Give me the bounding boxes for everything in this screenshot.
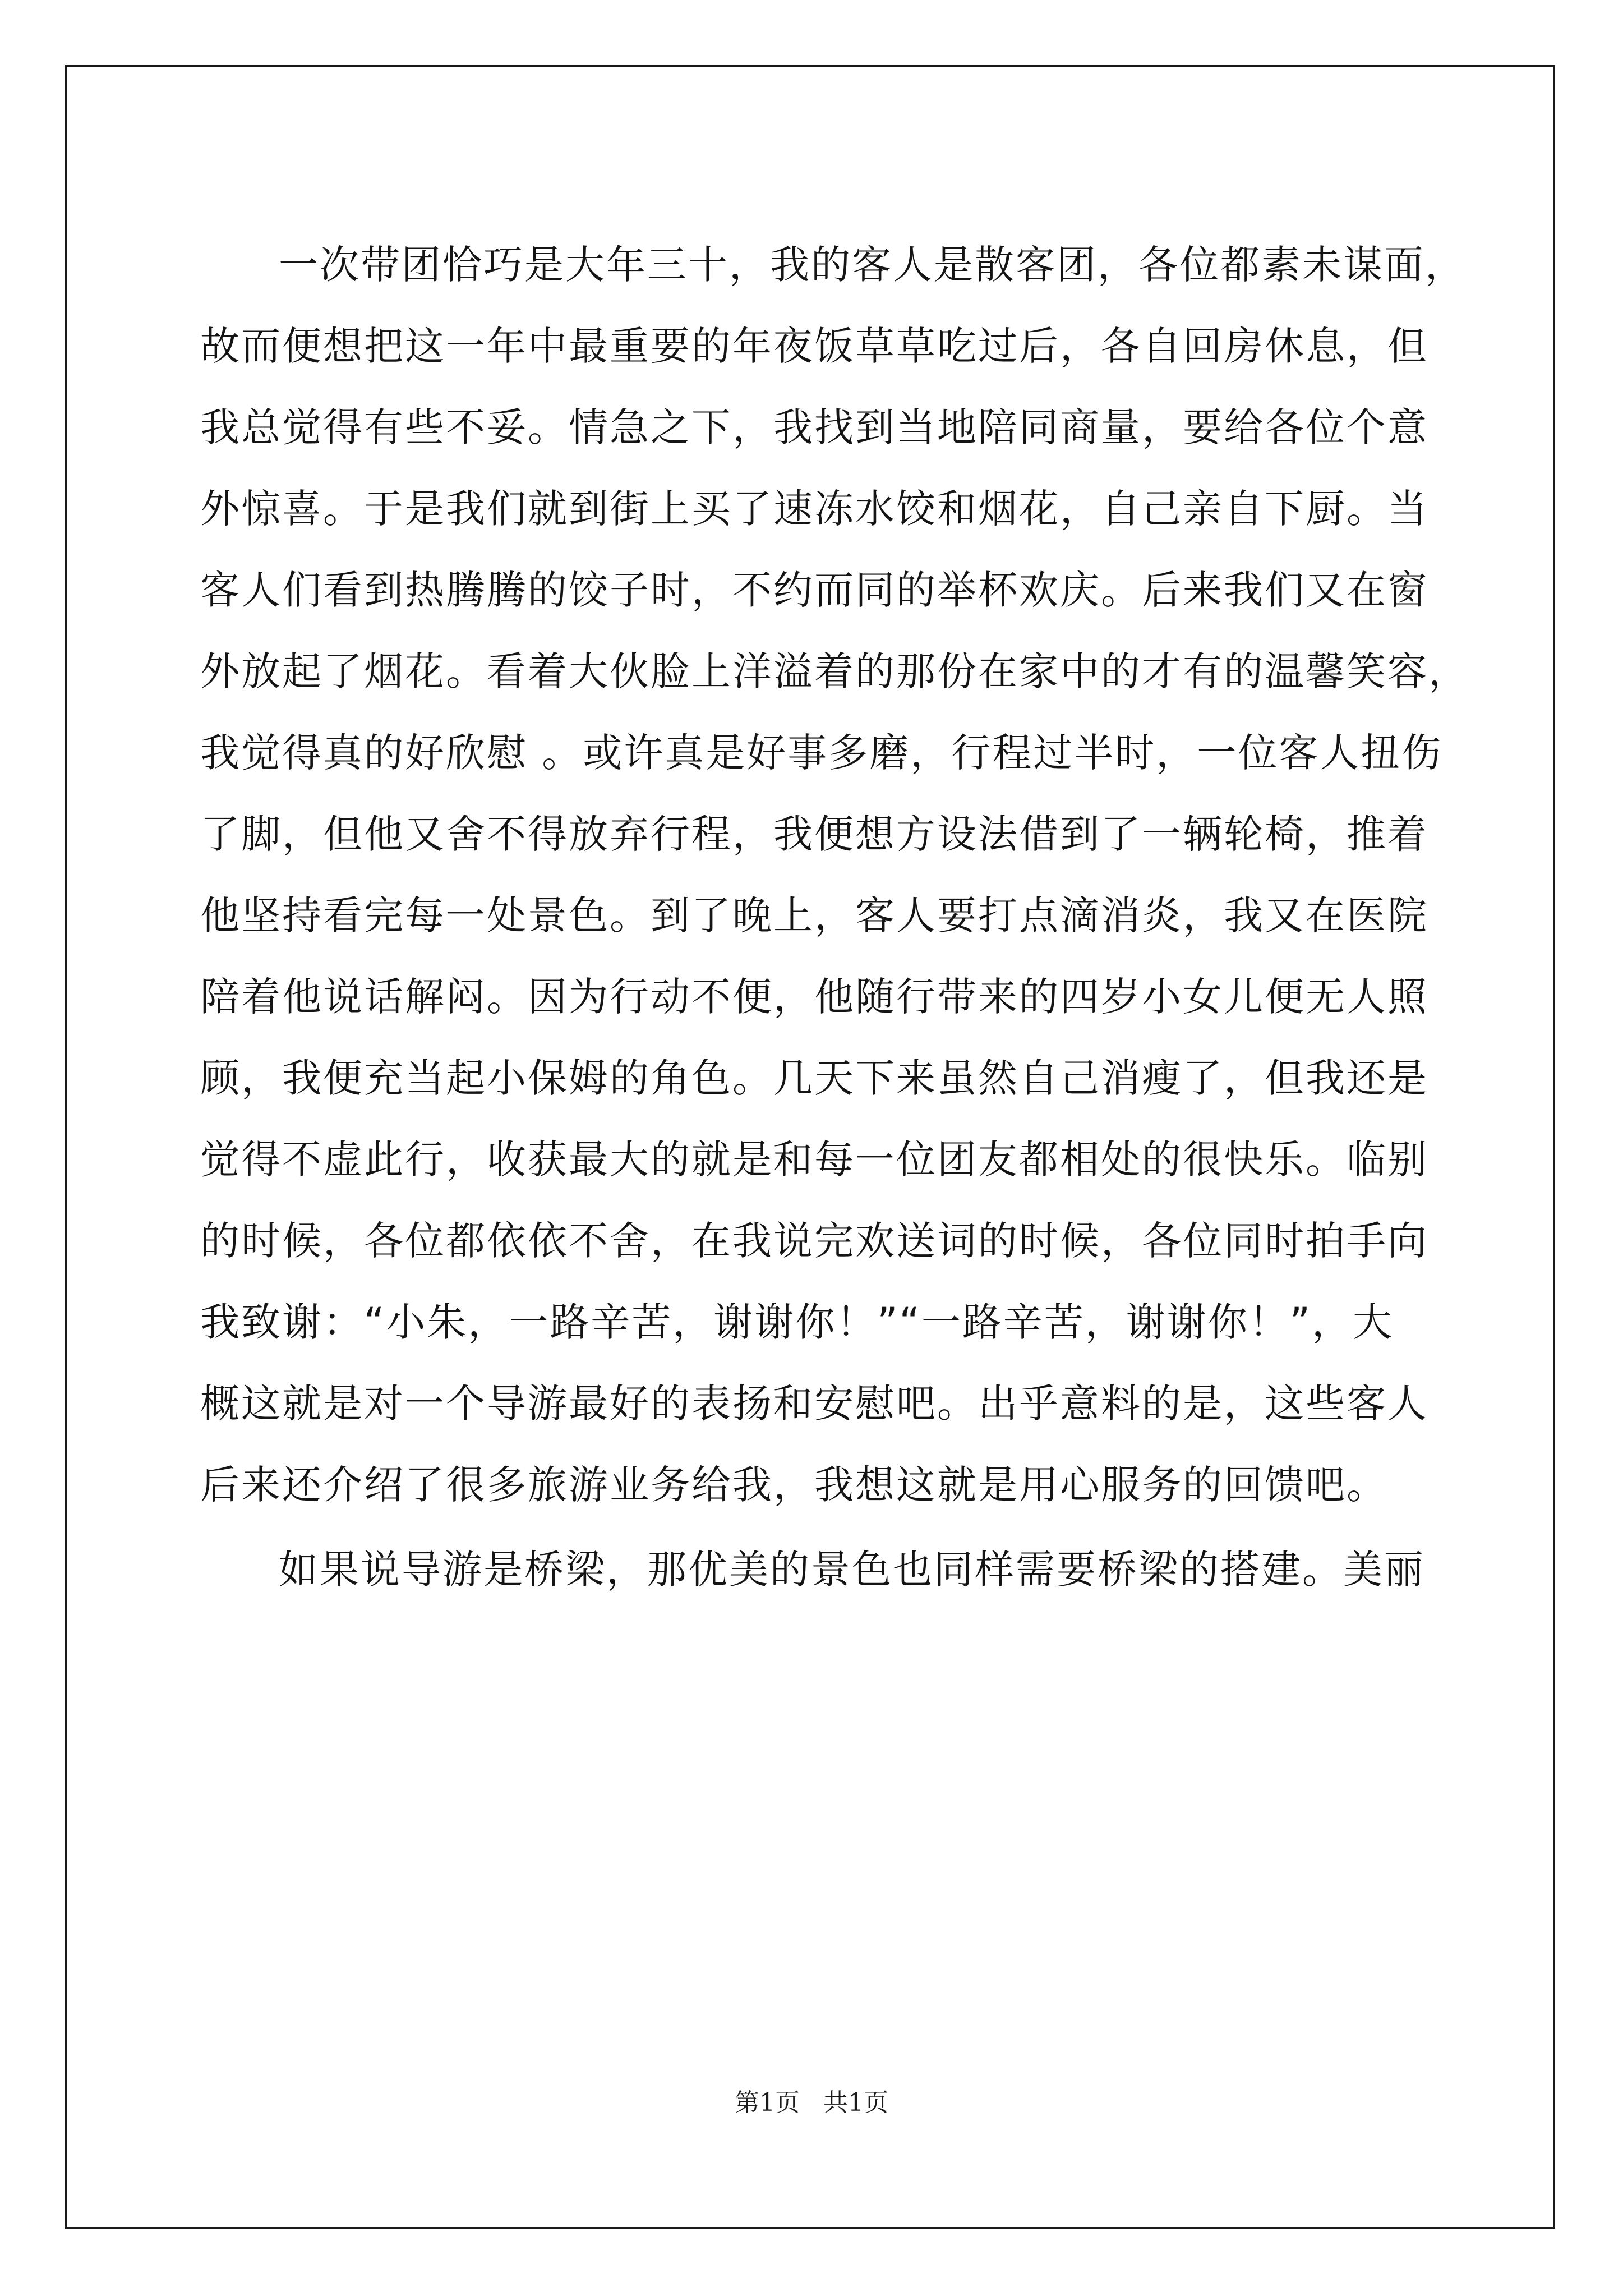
- document-body: [200, 224, 1469, 1611]
- paragraph-line: 陪着他说话解闷。因为行动不便，他随行带来的四岁小女儿便无人照: [200, 974, 1428, 1020]
- paragraph-line: 客人们看到热腾腾的饺子时，不约而同的举杯欢庆。后来我们又在窗: [200, 567, 1428, 613]
- paragraph-line: 如果说导游是桥梁，那优美的景色也同样需要桥梁的搭建。美丽: [279, 1547, 1425, 1593]
- paragraph-line: 顾，我便充当起小保姆的角色。几天下来虽然自己消瘦了，但我还是: [200, 1055, 1428, 1101]
- paragraph-line: 我致谢：“小朱，一路辛苦，谢谢你！”“一路辛苦，谢谢你！”，大: [200, 1299, 1394, 1345]
- paragraph-line: 外惊喜。于是我们就到街上买了速冻水饺和烟花，自己亲自下厨。当: [200, 486, 1428, 532]
- paragraph-line: 后来还介绍了很多旅游业务给我，我想这就是用心服务的回馈吧。: [200, 1462, 1387, 1508]
- paragraph-line: 了脚，但他又舍不得放弃行程，我便想方设法借到了一辆轮椅，推着: [200, 811, 1428, 857]
- paragraph-line: 他坚持看完每一处景色。到了晚上，客人要打点滴消炎，我又在医院: [200, 892, 1428, 938]
- paragraph-line: 外放起了烟花。看着大伙脸上洋溢着的那份在家中的才有的温馨笑容，: [200, 648, 1469, 694]
- paragraph-line: 我总觉得有些不妥。情急之下，我找到当地陪同商量，要给各位个意: [200, 404, 1428, 450]
- paragraph-line: 我觉得真的好欣慰 。或许真是好事多磨，行程过半时，一位客人扭伤: [200, 730, 1443, 776]
- paragraph-line: 概这就是对一个导游最好的表扬和安慰吧。出乎意料的是，这些客人: [200, 1381, 1428, 1427]
- paragraph-line: 故而便想把这一年中最重要的年夜饭草草吃过后，各自回房休息，但: [200, 323, 1428, 369]
- paragraph-line: 觉得不虚此行，收获最大的就是和每一位团友都相处的很快乐。临别: [200, 1137, 1428, 1182]
- paragraph-line: 一次带团恰巧是大年三十，我的客人是散客团，各位都素未谋面，: [279, 242, 1466, 288]
- paragraph-line: 的时候，各位都依依不舍，在我说完欢送词的时候，各位同时拍手向: [200, 1218, 1428, 1264]
- page-footer: 第1页 共1页: [735, 2088, 888, 2117]
